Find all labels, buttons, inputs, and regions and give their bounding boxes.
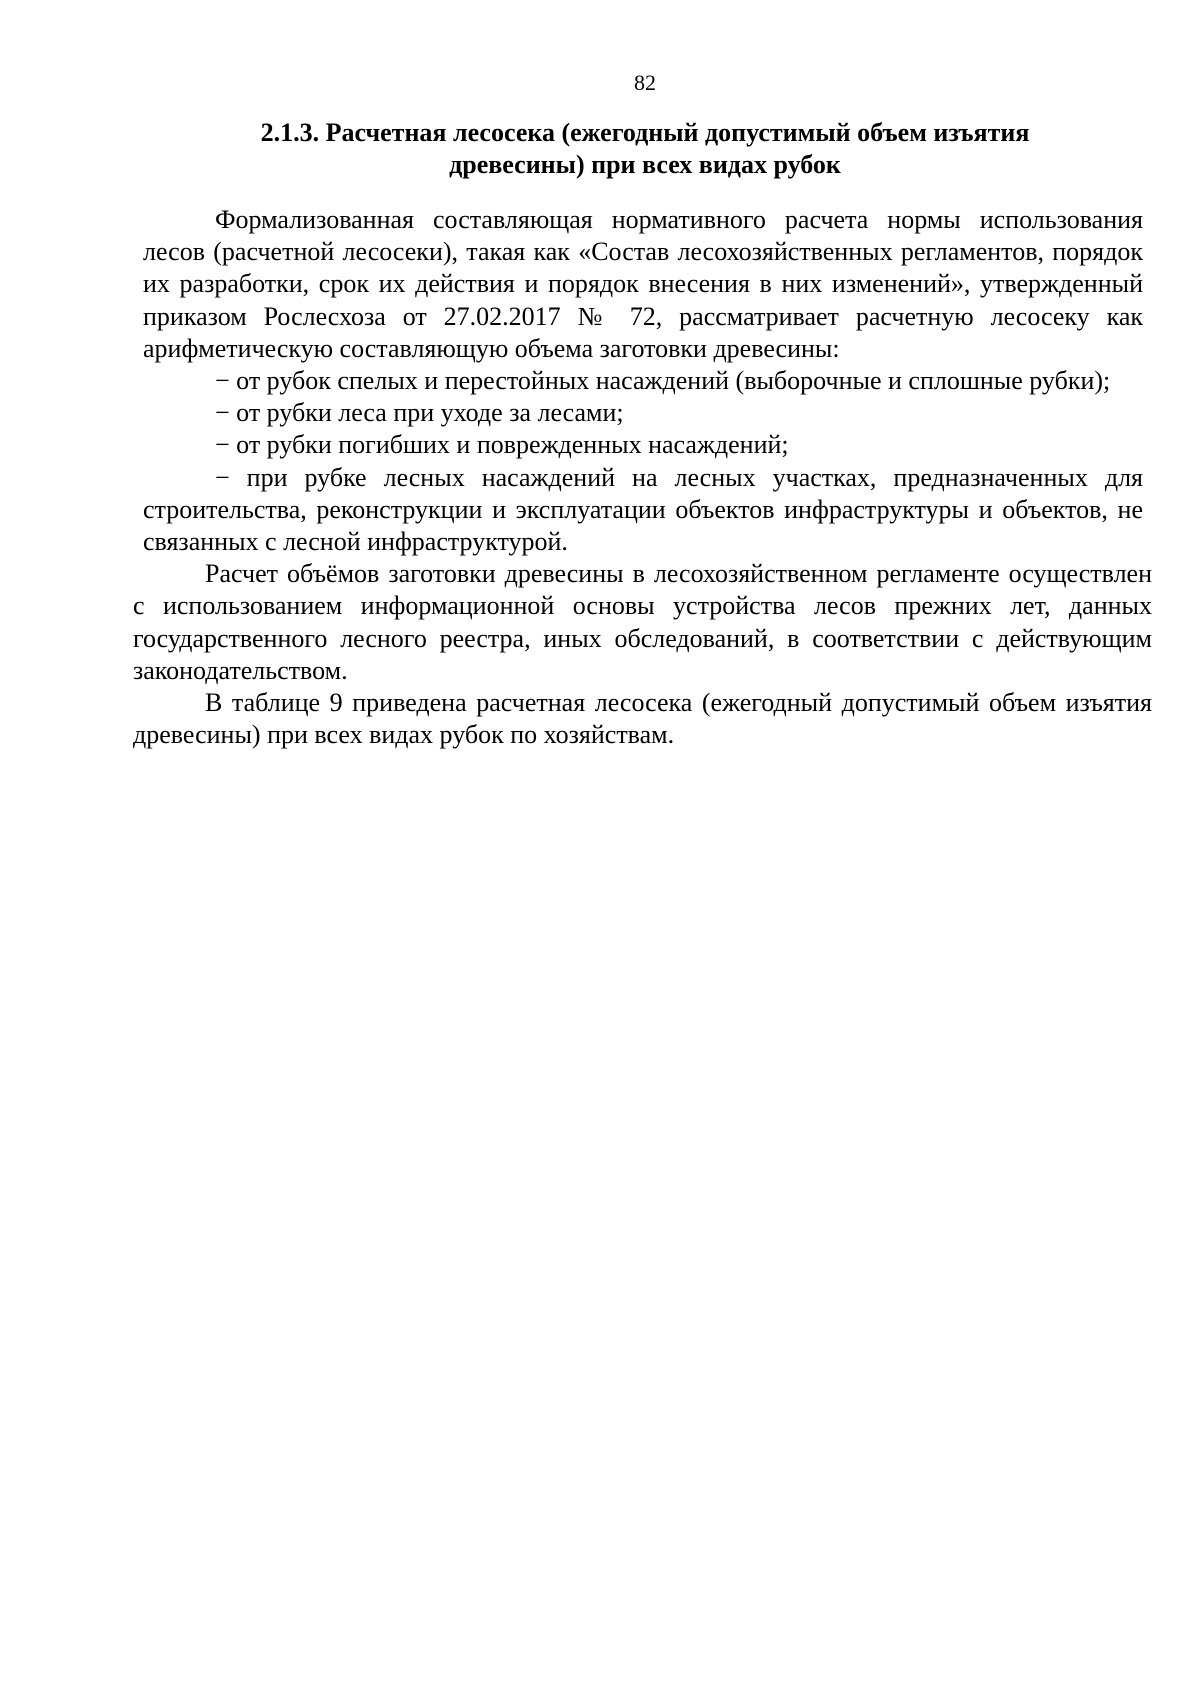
list-item-damaged-stands: − от рубки погибших и поврежденных насаждений; — [215, 430, 789, 460]
document-body — [133, 204, 1152, 751]
list-item-forest-care: − от рубки леса при уходе за лесами; — [215, 398, 624, 428]
list-item-infrastructure: − при рубке лесных насаждений на лесных участках, предназначенных для строительства, реконструкции и эксплуатации объектов инфраструктуры и объектов, не связанных с лесной инфраструктурой. — [143, 462, 1143, 557]
page-number: 82 — [634, 70, 656, 95]
section-heading-line-1: 2.1.3. Расчетная лесосека (ежегодный допустимый объем изъятия — [260, 118, 1030, 147]
calculation-paragraph: Расчет объёмов заготовки древесины в лесохозяйственном регламенте осуществлен с использованием информационной основы устройства лесов прежних лет, данных государственного лесного реестра, иных обследований, в соответствии с действующим законодательством. — [133, 559, 1152, 685]
list-item-mature-stands: − от рубок спелых и перестойных насаждений (выборочные и сплошные рубки); — [215, 366, 1111, 396]
section-heading — [170, 117, 1120, 181]
section-heading-line-2: древесины) при всех видах рубок — [449, 150, 841, 179]
intro-paragraph: Формализованная составляющая нормативного расчета нормы использования лесов (расчетной лесосеки), такая как «Состав лесохозяйственных регламентов, порядок их разработки, срок их действия и порядок внесения в них изменений», утвержденный приказом Рослесхоза от 27.02.2017 № 72, рассматривает расчетную лесосеку как арифметическую составляющую объема заготовки древесины: — [143, 205, 1143, 363]
table-reference-paragraph: В таблице 9 приведена расчетная лесосека (ежегодный допустимый объем изъятия древесины) при всех видах рубок по хозяйствам. — [133, 688, 1152, 750]
